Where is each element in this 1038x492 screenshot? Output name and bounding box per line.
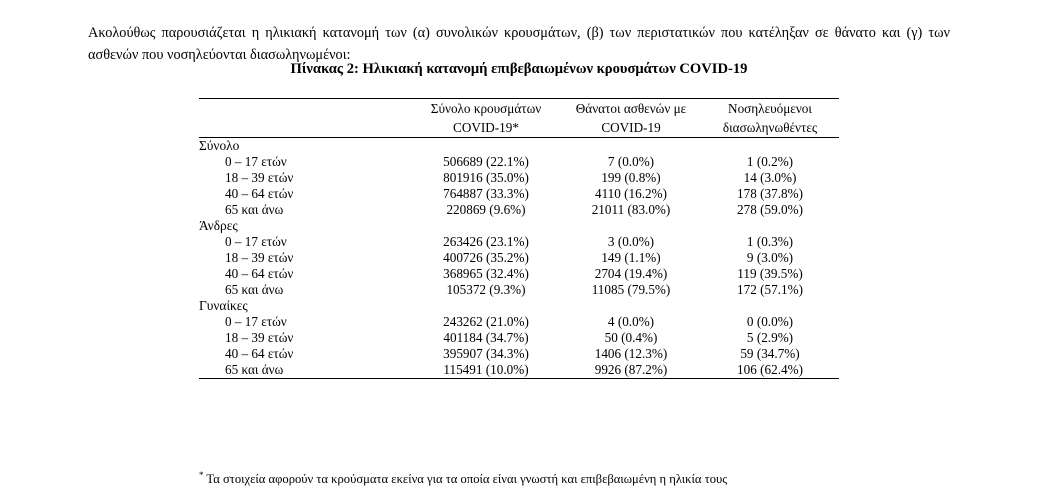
row-cases: 115491 (10.0%) bbox=[443, 362, 529, 378]
table-row bbox=[199, 282, 839, 298]
row-cases: 243262 (21.0%) bbox=[443, 314, 529, 330]
row-cases: 105372 (9.3%) bbox=[446, 282, 526, 298]
row-intubated: 14 (3.0%) bbox=[743, 170, 797, 186]
header-deaths-line1: Θάνατοι ασθενών με bbox=[575, 101, 687, 116]
row-label: 40 – 64 ετών bbox=[225, 346, 294, 362]
header-total-cases-line1: Σύνολο κρουσμάτων bbox=[430, 101, 542, 116]
row-cases: 401184 (34.7%) bbox=[443, 330, 529, 346]
row-label: 0 – 17 ετών bbox=[225, 154, 287, 170]
group-header-row bbox=[199, 218, 839, 234]
row-label: 65 και άνω bbox=[225, 362, 284, 378]
row-intubated: 1 (0.3%) bbox=[746, 234, 794, 250]
row-cases: 368965 (32.4%) bbox=[443, 266, 529, 282]
table-container bbox=[199, 98, 839, 384]
table-row bbox=[199, 170, 839, 186]
row-intubated: 278 (59.0%) bbox=[737, 202, 803, 218]
row-intubated: 9 (3.0%) bbox=[746, 250, 794, 266]
footnote-text: Τα στοιχεία αφορούν τα κρούσματα εκείνα για τα οποία είναι γνωστή και επιβεβαιωμένη η ηλικία τους bbox=[206, 472, 728, 487]
group-header-row bbox=[199, 298, 839, 314]
row-deaths: 11085 (79.5%) bbox=[591, 282, 671, 298]
row-label: 40 – 64 ετών bbox=[225, 266, 294, 282]
table-bottom-rule bbox=[199, 379, 839, 385]
row-label: 18 – 39 ετών bbox=[225, 250, 294, 266]
table-row bbox=[199, 346, 839, 362]
header-cell-blank bbox=[199, 99, 411, 138]
row-intubated: 119 (39.5%) bbox=[737, 266, 803, 282]
table-row bbox=[199, 250, 839, 266]
header-deaths-line2: COVID-19 bbox=[601, 120, 661, 136]
row-deaths: 199 (0.8%) bbox=[601, 170, 661, 186]
group-header-row bbox=[199, 138, 839, 155]
age-distribution-table bbox=[199, 98, 839, 384]
row-label: 65 και άνω bbox=[225, 282, 284, 298]
row-label: 0 – 17 ετών bbox=[225, 314, 287, 330]
row-intubated: 0 (0.0%) bbox=[746, 314, 794, 330]
row-intubated: 106 (62.4%) bbox=[737, 362, 803, 378]
header-total-cases-line2: COVID-19* bbox=[453, 120, 519, 136]
row-deaths: 7 (0.0%) bbox=[607, 154, 655, 170]
table-header-row bbox=[199, 99, 839, 138]
intro-paragraph: Ακολούθως παρουσιάζεται η ηλικιακή κατανομή των (α) συνολικών κρουσμάτων, (β) των περιστατικών που κατέληξαν σε θάνατο και (γ) των ασθενών που νοσηλεύονται διασωληνωμένοι: bbox=[88, 25, 950, 64]
row-intubated: 172 (57.1%) bbox=[737, 282, 803, 298]
row-cases: 263426 (23.1%) bbox=[443, 234, 529, 250]
group-label-men: Άνδρες bbox=[199, 218, 238, 234]
table-row bbox=[199, 154, 839, 170]
table-row bbox=[199, 266, 839, 282]
header-intubated-line1: Νοσηλευόμενοι bbox=[728, 101, 812, 116]
row-deaths: 4 (0.0%) bbox=[607, 314, 655, 330]
header-cell-total-cases bbox=[411, 99, 561, 138]
table-footnote bbox=[199, 470, 847, 488]
row-intubated: 5 (2.9%) bbox=[746, 330, 794, 346]
header-intubated-line2: διασωληνωθέντες bbox=[722, 120, 818, 136]
row-deaths: 1406 (12.3%) bbox=[594, 346, 668, 362]
row-intubated: 59 (34.7%) bbox=[740, 346, 800, 362]
row-deaths: 50 (0.4%) bbox=[604, 330, 658, 346]
row-deaths: 149 (1.1%) bbox=[601, 250, 661, 266]
row-cases: 506689 (22.1%) bbox=[443, 154, 529, 170]
row-intubated: 178 (37.8%) bbox=[737, 186, 803, 202]
table-title: Πίνακας 2: Ηλικιακή κατανομή επιβεβαιωμένων κρουσμάτων COVID-19 bbox=[290, 61, 748, 77]
table-row bbox=[199, 314, 839, 330]
header-cell-deaths bbox=[561, 99, 701, 138]
table-row bbox=[199, 186, 839, 202]
row-deaths: 2704 (19.4%) bbox=[594, 266, 668, 282]
row-cases: 801916 (35.0%) bbox=[443, 170, 529, 186]
row-label: 0 – 17 ετών bbox=[225, 234, 287, 250]
footnote-marker: * bbox=[199, 470, 204, 480]
row-intubated: 1 (0.2%) bbox=[746, 154, 794, 170]
row-cases: 400726 (35.2%) bbox=[443, 250, 529, 266]
group-label-women: Γυναίκες bbox=[199, 298, 248, 314]
row-cases: 220869 (9.6%) bbox=[446, 202, 526, 218]
row-label: 18 – 39 ετών bbox=[225, 330, 294, 346]
table-row bbox=[199, 234, 839, 250]
row-deaths: 3 (0.0%) bbox=[607, 234, 655, 250]
row-cases: 395907 (34.3%) bbox=[443, 346, 529, 362]
row-deaths: 4110 (16.2%) bbox=[594, 186, 668, 202]
row-deaths: 9926 (87.2%) bbox=[594, 362, 668, 378]
table-row bbox=[199, 202, 839, 218]
row-cases: 764887 (33.3%) bbox=[443, 186, 529, 202]
row-label: 65 και άνω bbox=[225, 202, 284, 218]
header-cell-intubated bbox=[701, 99, 839, 138]
table-row bbox=[199, 362, 839, 379]
row-label: 40 – 64 ετών bbox=[225, 186, 294, 202]
row-label: 18 – 39 ετών bbox=[225, 170, 294, 186]
row-deaths: 21011 (83.0%) bbox=[591, 202, 671, 218]
group-label-total: Σύνολο bbox=[199, 138, 839, 155]
table-row bbox=[199, 330, 839, 346]
